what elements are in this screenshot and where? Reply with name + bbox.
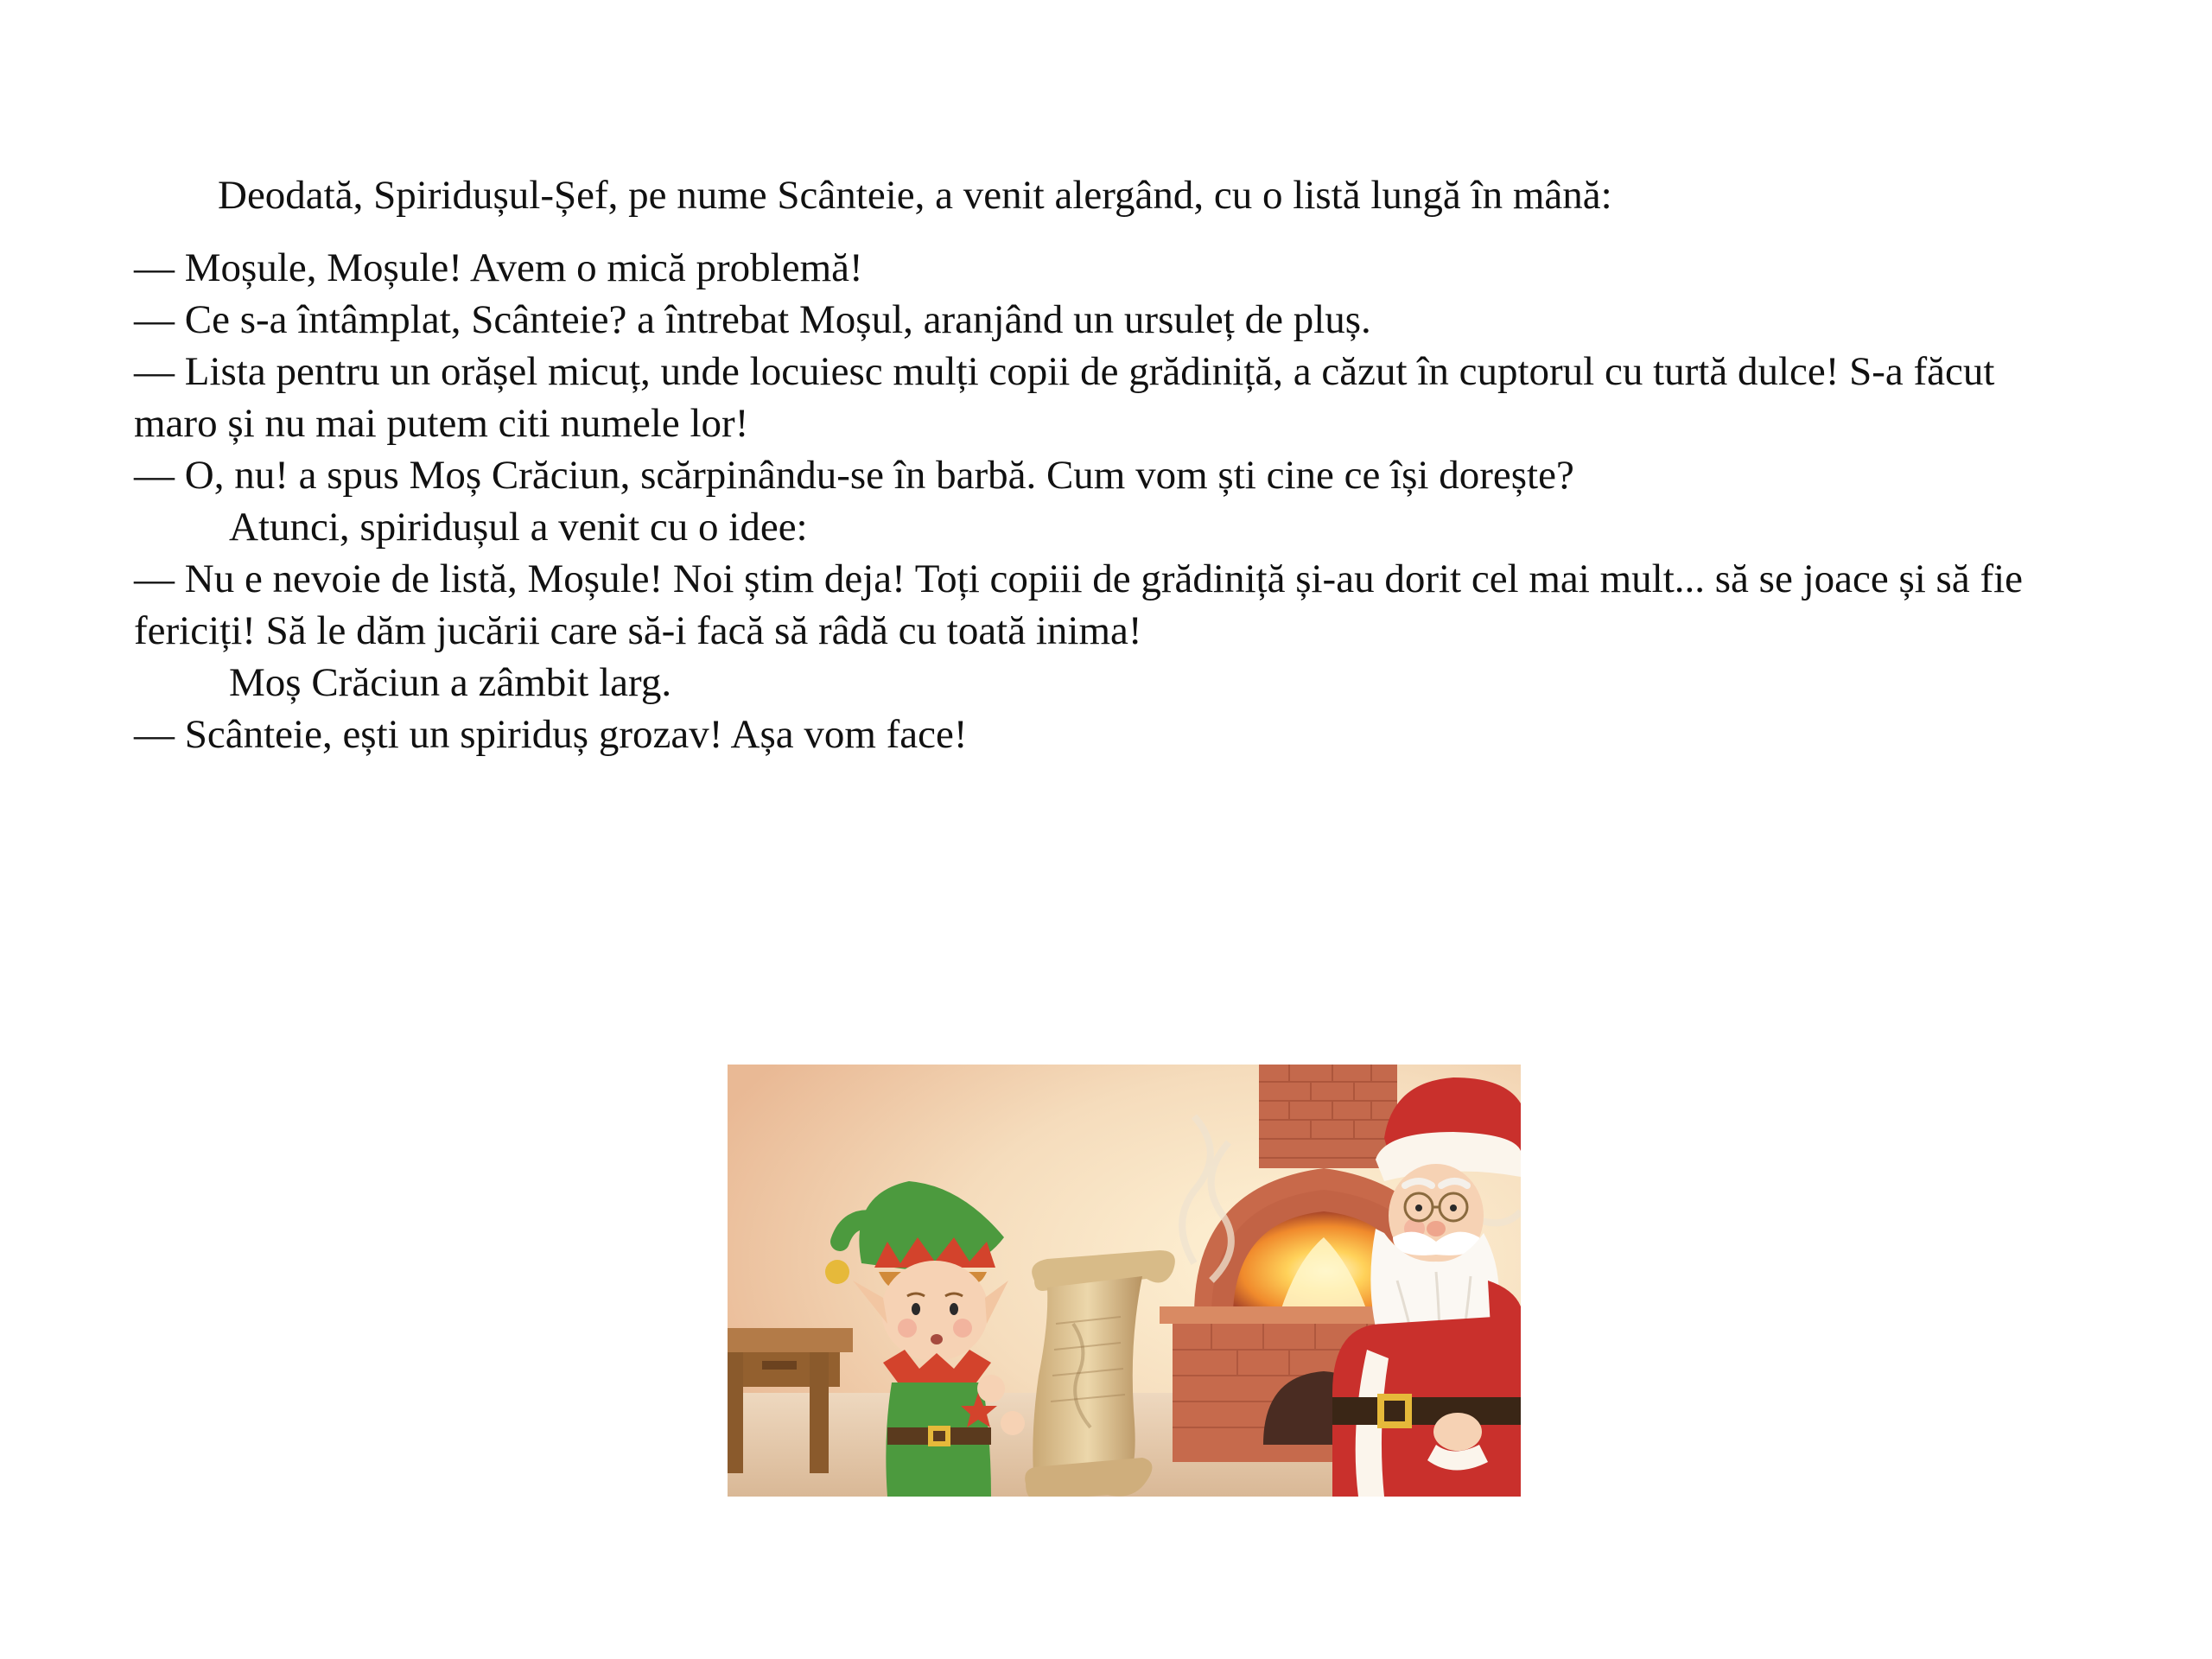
story-paragraph: Deodată, Spiridușul-Șef, pe nume Scânteie, a venit alergând, cu o listă lungă în mână: bbox=[218, 173, 1612, 218]
story-paragraph: — O, nu! a spus Moș Crăciun, scărpinându-se în barbă. Cum vom ști cine ce își dorește? bbox=[134, 453, 1574, 498]
story-paragraph: — Moșule, Moșule! Avem o mică problemă! bbox=[134, 245, 863, 290]
story-paragraph: — Ce s-a întâmplat, Scânteie? a întrebat Moșul, aranjând un ursuleț de pluș. bbox=[134, 297, 1371, 342]
story-text bbox=[134, 169, 2087, 760]
story-paragraph: — Nu e nevoie de listă, Moșule! Noi știm deja! Toți copiii de grădiniță și-au dorit cel mai mult... să se joace și să fie fericiți! Să le dăm jucării care să-i facă să râdă cu toată inima! bbox=[134, 556, 2024, 653]
story-paragraph: Moș Crăciun a zâmbit larg. bbox=[229, 660, 672, 705]
story-paragraph: — Scânteie, ești un spiriduș grozav! Așa vom face! bbox=[134, 712, 968, 757]
story-paragraph: — Lista pentru un orășel micuț, unde locuiesc mulți copii de grădiniță, a căzut în cuptorul cu turtă dulce! S-a făcut maro și nu mai putem citi numele lor! bbox=[134, 349, 1995, 446]
elf-and-santa-illustration bbox=[728, 1065, 1521, 1497]
illustration-svg bbox=[728, 1065, 1521, 1497]
story-paragraph: Atunci, spiridușul a venit cu o idee: bbox=[229, 505, 808, 550]
